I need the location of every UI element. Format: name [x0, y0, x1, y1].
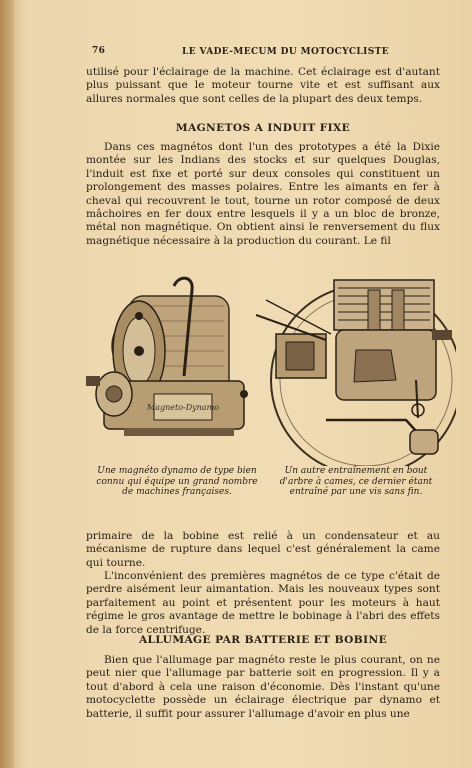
- book-spine: [0, 0, 14, 768]
- continuation-paragraph-2: L'inconvénient des premières magnétos de ce type c'était de perdre aisément leur aimantation. Mais les nouveaux types sont parfaitement au point et présentent pour les moteurs à haut régime le gros avantage de mettre le bobinage à l'abri des effets de la force centrifuge.: [86, 570, 440, 636]
- left-figure-caption: Une magnéto dynamo de type bien connu qui équipe un grand nombre de machines françaises.: [96, 466, 258, 497]
- magneto-plate-text: Magneto-Dynamo: [147, 403, 219, 412]
- section-heading-magnetos: MAGNETOS A INDUIT FIXE: [175, 122, 351, 134]
- section-paragraph-magnetos: Dans ces magnétos dont l'un des prototypes a été la Dixie montée sur les Indians des stocks et sur quelques Douglas, l'induit est fixe et porté sur deux consoles qui constituent un prolongement des masses polaires. Entre les aimants en fer à cheval qui recouvrent le tout, tourne un rotor composé de deux mâchoires en fer doux entre lesquels il y a un bloc de bronze, métal non magnétique. On obtient ainsi le renversement du flux magnétique nécessaire à la production du courant. Le fil: [86, 141, 440, 247]
- intro-paragraph: utilisé pour l'éclairage de la machine. Cet éclairage est d'autant plus puissant que le moteur tourne vite et est suffisant aux allures normales que sont celles de la plupart des deux temps.: [86, 66, 440, 105]
- section-heading-batterie: ALLUMAGE PAR BATTERIE ET BOBINE: [138, 634, 388, 646]
- page-number: 76: [92, 46, 106, 56]
- right-figure-caption: Un autre entraînement en bout d'arbre à cames, ce dernier étant entraîné par une vis sans fin.: [279, 466, 433, 497]
- continuation-paragraph-1: primaire de la bobine est relié à un condensateur et au mécanisme de rupture dans lequel c'est généralement la came qui tourne.: [86, 530, 440, 569]
- magneto-dynamo-illustration: [84, 276, 254, 466]
- running-title: LE VADE-MECUM DU MOTOCYCLISTE: [182, 47, 389, 57]
- section-paragraph-batterie: Bien que l'allumage par magnéto reste le plus courant, on ne peut nier que l'allumage par batterie soit en progression. Il y a tout d'abord à cela une raison d'économie. Dès l'instant qu'une motocyclette possède un éclairage électrique par dynamo et batterie, il suffit pour assurer l'allumage d'avoir en plus une: [86, 654, 440, 720]
- camshaft-drive-illustration: [256, 270, 456, 466]
